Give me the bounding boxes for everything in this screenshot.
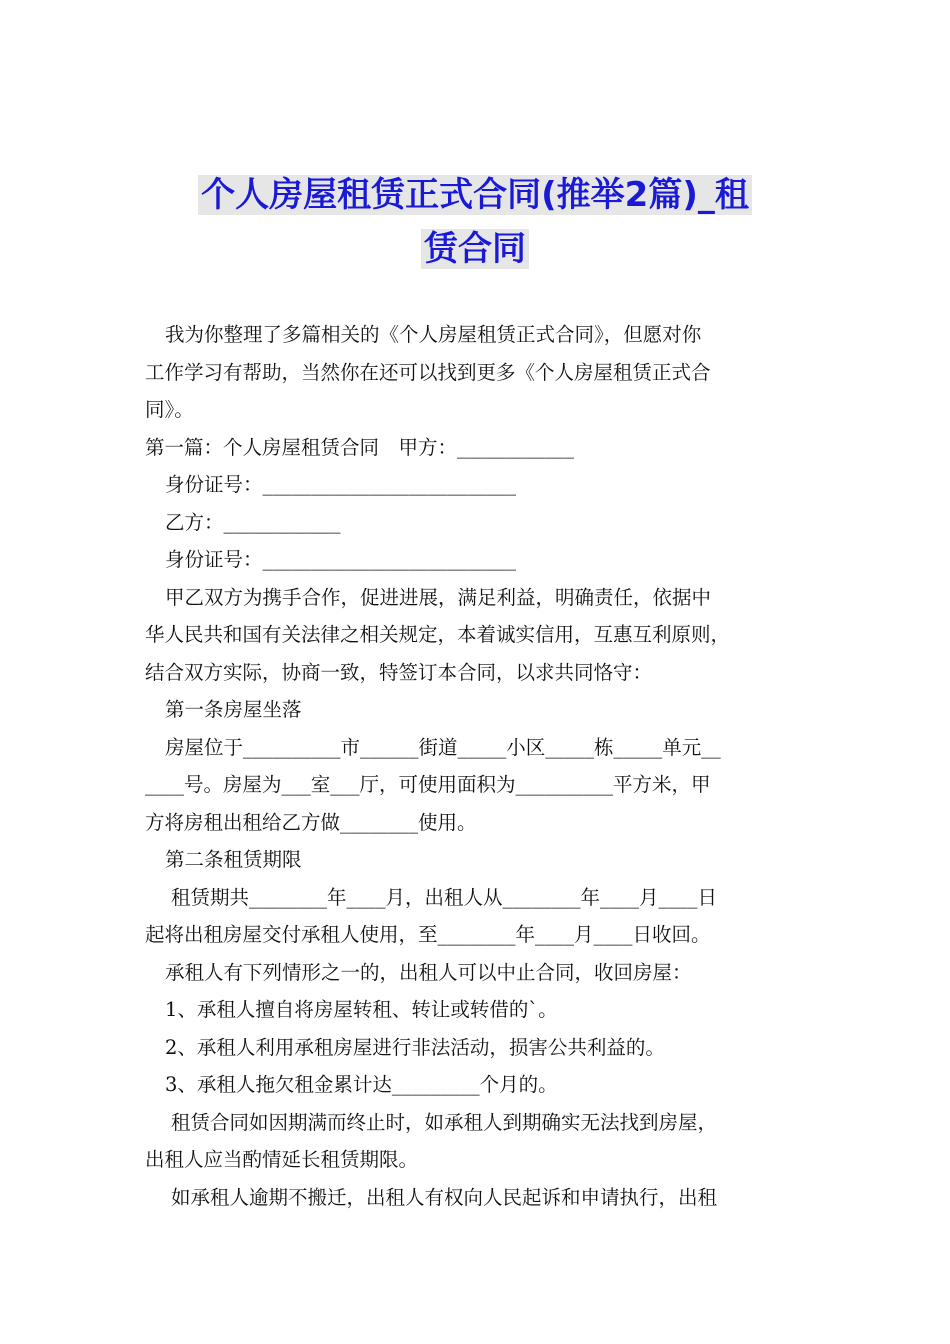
body-line: 结合双方实际，协商一致，特签订本合同，以求共同恪守： bbox=[145, 660, 653, 684]
body-line: 第一篇：个人房屋租赁合同 甲方：____________ bbox=[145, 435, 575, 459]
body-line: 乙方：____________ bbox=[165, 510, 341, 534]
body-line: 华人民共和国有关法律之相关规定，本着诚实信用，互惠互利原则， bbox=[145, 623, 731, 646]
body-line: 工作学习有帮助，当然你在还可以找到更多《个人房屋租赁正式合 bbox=[145, 360, 711, 384]
section-heading: 第二条租赁期限 bbox=[165, 848, 302, 871]
title-line-1: 个人房屋租赁正式合同(推举2篇)_租 bbox=[0, 168, 950, 222]
body-line: ____号。房屋为___室___厅，可使用面积为__________平方米，甲 bbox=[145, 773, 711, 796]
list-item: 2、承租人利用承租房屋进行非法活动，损害公共利益的。 bbox=[165, 1035, 665, 1059]
body-line: 出租人应当酌情延长租赁期限。 bbox=[145, 1148, 419, 1171]
body-line: 租赁合同如因期满而终止时，如承租人到期确实无法找到房屋， bbox=[171, 1110, 718, 1134]
section-heading: 第一条房屋坐落 bbox=[165, 698, 302, 721]
document-title bbox=[0, 168, 950, 276]
body-line: 同》。 bbox=[145, 398, 194, 421]
body-line: 方将房租出租给乙方做________使用。 bbox=[145, 810, 477, 834]
body-line: 起将出租房屋交付承租人使用，至________年____月____日收回。 bbox=[145, 923, 711, 946]
body-line: 身份证号：__________________________ bbox=[165, 473, 517, 496]
list-item: 3、承租人拖欠租金累计达_________个月的。 bbox=[165, 1073, 558, 1096]
body-line: 身份证号：__________________________ bbox=[165, 548, 517, 571]
body-line: 房屋位于__________市______街道_____小区_____栋_____单元__ bbox=[165, 735, 721, 759]
body-line: 甲乙双方为携手合作，促进进展，满足利益，明确责任，依据中 bbox=[165, 585, 712, 609]
body-line: 如承租人逾期不搬迁，出租人有权向人民起诉和申请执行，出租 bbox=[171, 1185, 718, 1209]
body-line: 租赁期共________年____月，出租人从________年____月____日 bbox=[171, 885, 718, 909]
title-line-2: 赁合同 bbox=[0, 222, 950, 276]
body-line: 我为你整理了多篇相关的《个人房屋租赁正式合同》，但愿对你 bbox=[165, 323, 702, 346]
body-line: 承租人有下列情形之一的，出租人可以中止合同，收回房屋： bbox=[165, 960, 692, 984]
document-body bbox=[145, 316, 815, 1216]
list-item: 1、承租人擅自将房屋转租、转让或转借的`。 bbox=[165, 998, 558, 1021]
